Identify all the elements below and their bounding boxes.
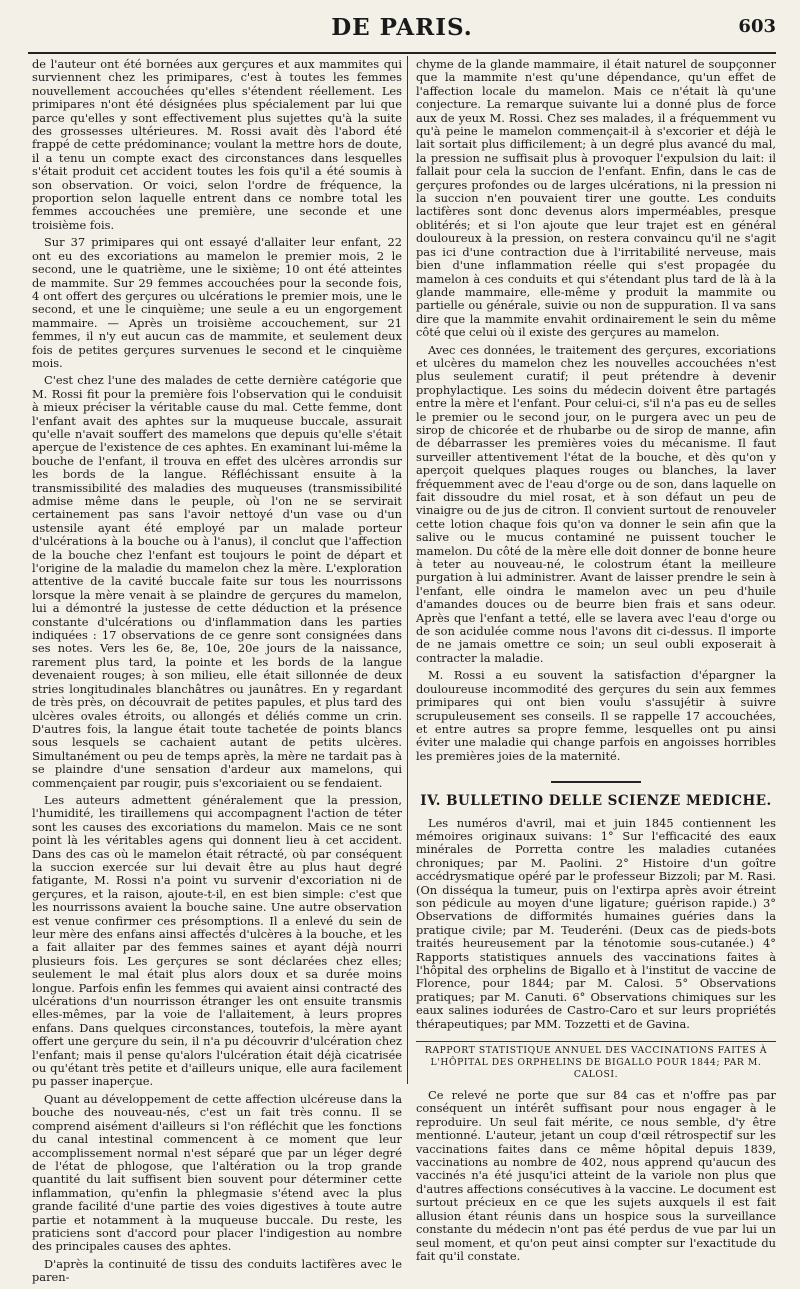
subsection-divider (416, 1041, 776, 1042)
page-number: 603 (738, 16, 776, 37)
paragraph: M. Rossi a eu souvent la satisfaction d'épargner la douloureuse incommodité des gerçures du sein aux femmes primipares qui ont bien voulu s'assujétir à suivre scrupuleusement ses conseils. Il se rappelle 17 accouchées, et entre autres sa propre femme, lesquelles ont pu ainsi éviter une maladie qui change parfois en angoisses horribles les premières joies de la maternité. (416, 668, 776, 763)
column-divider (407, 56, 408, 1084)
paragraph: chyme de la glande mammaire, il était naturel de soupçonner que la mammite n'est qu'une dépendance, qu'un effet de l'affection locale du mamelon. Mais ce n'était là qu'une conjecture. La remarque suivante lui a donné plus de force aux de yeux M. Rossi. Chez ses malades, il a fréquemment vu qu'à peine le mamelon commençait-il à s'excorier et déjà le lait sortait plus difficilement; à un degré plus avancé du mal, la pression ne suffisait plus à provoquer l'expulsion du lait: il fallait pour cela la succion de l'enfant. Enfin, dans le cas de gerçures profondes ou de larges ulcérations, ni la pression ni la succion n'en pouvaient tirer une goutte. Les conduits lactifères sont donc devenus alors imperméables, presque oblitérés; et si l'on ajoute que leur trajet est en général douloureux à la pression, on restera convaincu qu'il ne s'agit pas ici d'une contraction due à l'irritabilité nerveuse, mais bien d'une inflammation réelle qui s'est propagée du mamelon à ces conduits et qui s'étendant plus tard de là à la glande mammaire, elle-même y produit la mammite ou partielle ou générale, suivie ou non de suppuration. Il va sans dire que la mammite envahit ordinairement le sein du même côté que celui où il existe des gerçures au mamelon. (416, 57, 776, 340)
section-divider (551, 781, 641, 783)
paragraph: Sur 37 primipares qui ont essayé d'allaiter leur enfant, 22 ont eu des excoriations au mamelon le premier mois, 2 le second, une le quatrième, une le sixième; 10 ont été atteintes de mammite. Sur 29 femmes accouchées pour la seconde fois, 4 ont offert des gerçures ou ulcérations le premier mois, une le second, et une le cinquième; une seule a eu un engorgement mammaire. — Après un troisième accouchement, sur 21 femmes, il n'y eut aucun cas de mammite, et seulement deux fois de petites gerçures survenues le second et le cinquième mois. (32, 235, 402, 370)
paragraph: Ce relevé ne porte que sur 84 cas et n'offre pas par conséquent un intérêt suffisant pour nous engager à le reproduire. Un seul fait mérite, ce nous semble, d'y être mentionné. L'auteur, jetant un coup d'œil rétrospectif sur les vaccinations faites dans ce même hôpital depuis 1839, vaccinations au nombre de 402, nous apprend qu'aucun des vaccinés n'a été jusqu'ici atteint de la variole non plus que d'autres affections consécutives à la vaccine. Le document est surtout précieux en ce que les sujets auxquels il est fait allusion étant réunis dans un hospice sous la surveillance constante du médecin n'ont pas été perdus de vue par lui un seul moment, et qu'on peut ainsi compter sur l'exactitude du fait qu'il constate. (416, 1088, 776, 1263)
paragraph: C'est chez l'une des malades de cette dernière catégorie que M. Rossi fit pour la première fois l'observation qui le conduisit à mieux préciser la véritable cause du mal. Cette femme, dont l'enfant avait des aphtes sur la muqueuse buccale, assurait qu'elle n'avait souffert des mamelons que depuis qu'elle s'était aperçue de l'existence de ces aphtes. En examinant lui-même la bouche de l'enfant, il trouva en effet des ulcères arrondis sur les bords de la langue. Réfléchissant ensuite à la transmissibilité des maladies des muqueuses (transmissibilité admise même dans le peuple, où l'on ne se servirait certainement pas sans l'avoir nettoyé d'un vase ou d'un ustensile ayant été employé par un malade porteur d'ulcérations à la bouche ou à l'anus), il conclut que l'affection de la bouche chez l'enfant est toujours le point de départ et l'origine de la maladie du mamelon chez la mère. L'exploration attentive de la cavité buccale faite sur tous les nourrissons lorsque la mère venait à se plaindre de gerçures du mamelon, lui a démontré la justesse de cette déduction et la présence constante d'ulcérations ou d'inflammation dans les parties indiquées : 17 observations de ce genre sont consignées dans ses notes. Vers les 6e, 8e, 10e, 20e jours de la naissance, rarement plus tard, la pointe et les bords de la langue devenaient rouges; à son milieu, elle était sillonnée de deux stries longitudinales blanchâtres ou jaunâtres. En y regardant de très près, on découvrait de petites papules, et plus tard des ulcères ovales étroits, ou allongés et déliés comme un crin. D'autres fois, la langue était toute tachetée de points blancs sous lesquels se cachaient autant de petits ulcères. Simultanément ou peu de temps après, la mère ne tardait pas à se plaindre d'une sensation d'ardeur aux mamelons, qui commençaient par rougir, puis s'excoriaient ou se fendaient. (32, 373, 402, 790)
left-column (32, 58, 402, 1289)
report-heading: RAPPORT STATISTIQUE ANNUEL DES VACCINATIONS FAITES À L'HÔPITAL DES ORPHELINS DE BIGALLO POUR 1844; PAR M. CALOSI. (424, 1045, 768, 1081)
right-column (416, 58, 776, 1267)
paragraph: Avec ces données, le traitement des gerçures, excoriations et ulcères du mamelon chez les nouvelles accouchées n'est plus seulement curatif; il peut prétendre à devenir prophylactique. Les soins du médecin doivent être partagés entre la mère et l'enfant. Pour celui-ci, s'il n'a pas eu de selles le premier ou le second jour, on le purgera avec un peu de sirop de chicorée et de rhubarbe ou de sirop de manne, afin de débarrasser les premières voies du mécanisme. Il faut surveiller attentivement l'état de la bouche, et dès qu'on y aperçoit quelques plaques rouges ou blanches, la laver fréquemment avec de l'eau d'orge ou de son, dans laquelle on fait dissoudre du miel rosat, et à son défaut un peu de vinaigre ou de jus de citron. Il convient surtout de renouveler cette lotion chaque fois qu'on va donner le sein afin que la salive ou le mucus contaminé ne puissent toucher le mamelon. Du côté de la mère elle doit donner de bonne heure à teter au nouveau-né, le colostrum étant la meilleure purgation à lui administrer. Avant de laisser prendre le sein à l'enfant, elle oindra le mamelon avec un peu d'huile d'amandes douces ou de beurre bien frais et sans odeur. Après que l'enfant a tetté, elle se lavera avec l'eau d'orge ou de son acidulée comme nous l'avons dit ci-dessus. Il importe de ne jamais omettre ce soin; un seul oubli exposerait à contracter la maladie. (416, 342, 776, 665)
page-title: DE PARIS. (331, 14, 473, 41)
paragraph: D'après la continuité de tissu des conduits lactifères avec le paren- (32, 1256, 402, 1285)
section-heading: IV. BULLETINO DELLE SCIENZE MEDICHE. (420, 793, 772, 810)
paragraph: Les auteurs admettent généralement que la pression, l'humidité, les tiraillemens qui accompagnent l'action de téter sont les causes des excoriations du mamelon. Mais ce ne sont point là les véritables agens qui donnent lieu à cet accident. Dans des cas où le mamelon était rétracté, où par conséquent la succion exercée sur lui devait être au plus haut degré fatigante, M. Rossi n'a point vu survenir d'excoriation ni de gerçures, et la raison, ajoute-t-il, en est bien simple: c'est que les nourrissons avaient la bouche saine. Une autre observation est venue confirmer ces présomptions. Il a enlevé du sein de leur mère des enfans ainsi affectés d'ulcères à la bouche, et les a fait allaiter par des femmes saines et ayant déjà nourri plusieurs fois. Les gerçures se sont déclarées chez elles; seulement le mal était plus alors doux et sa durée moins longue. Parfois enfin les femmes qui avaient ainsi contracté des ulcérations d'un nourrisson étranger les ont ensuite transmis elles-mêmes, par la voie de l'allaitement, à leurs propres enfans. Dans quelques circonstances, toutefois, la mère ayant offert une gerçure du sein, il n'a pu découvrir d'ulcération chez l'enfant; mais il pense qu'alors l'ulcération était déjà cicatrisée ou qu'étant très petite et d'ailleurs unique, elle aura facilement pu passer inaperçue. (32, 792, 402, 1089)
paragraph: Quant au développement de cette affection ulcéreuse dans la bouche des nouveau-nés, c'est un fait très connu. Il se comprend aisément d'ailleurs si l'on réfléchit que les fonctions du canal intestinal commencent à ce moment que leur accomplissement normal n'est séparé que par un léger degré de l'état de phlogose, que l'altération ou la trop grande quantité du lait suffisent bien souvent pour déterminer cette inflammation, qu'enfin la phlegmasie s'étend avec la plus grande facilité d'une partie des voies digestives à toute autre partie et notamment à la muqueuse buccale. Du reste, les praticiens sont d'accord pour placer l'indigestion au nombre des principales causes des aphtes. (32, 1091, 402, 1254)
page-header (28, 10, 776, 50)
header-rule (28, 52, 776, 54)
paragraph: de l'auteur ont été bornées aux gerçures et aux mammites qui surviennent chez les primipares, c'est à toutes les femmes nouvellement accouchées qu'elles s'étendent réellement. Les primipares n'ont été désignées plus spécialement par lui que parce qu'elles y sont effectivement plus sujettes qu'à la suite des grossesses ultérieures. M. Rossi avait dès l'abord été frappé de cette prédominance; voulant la mettre hors de doute, il a tenu un compte exact des circonstances dans lesquelles s'était produit cet accident toutes les fois qu'il a été soumis à son observation. Or voici, selon l'ordre de fréquence, la proportion selon laquelle entrent dans ce nombre total les femmes accouchées une première, une seconde et une troisième fois. (32, 57, 402, 232)
paragraph: Les numéros d'avril, mai et juin 1845 contiennent les mémoires originaux suivans: 1° Sur l'efficacité des eaux minérales de Porretta contre les maladies cutanées chroniques; par M. Paolini. 2° Histoire d'un goître accédrysmatique opéré par le professeur Bizzoli; par M. Rasi. (On disséqua la tumeur, puis on l'extirpa après avoir étreint son pédicule au moyen d'une ligature; guérison rapide.) 3° Observations de difformités humaines guéries dans la pratique civile; par M. Teuderéni. (Deux cas de pieds-bots traités heureusement par la ténotomie sous-cutanée.) 4° Rapports statistiques annuels des vaccinations faites à l'hôpital des orphelins de Bigallo et à l'institut de vaccine de Florence, pour 1844; par M. Calosi. 5° Observations pratiques; par M. Canuti. 6° Observations chimiques sur les eaux salines iodurées de Castro-Caro et sur leurs propriétés thérapeutiques; par MM. Tozzetti et de Gavina. (416, 815, 776, 1031)
